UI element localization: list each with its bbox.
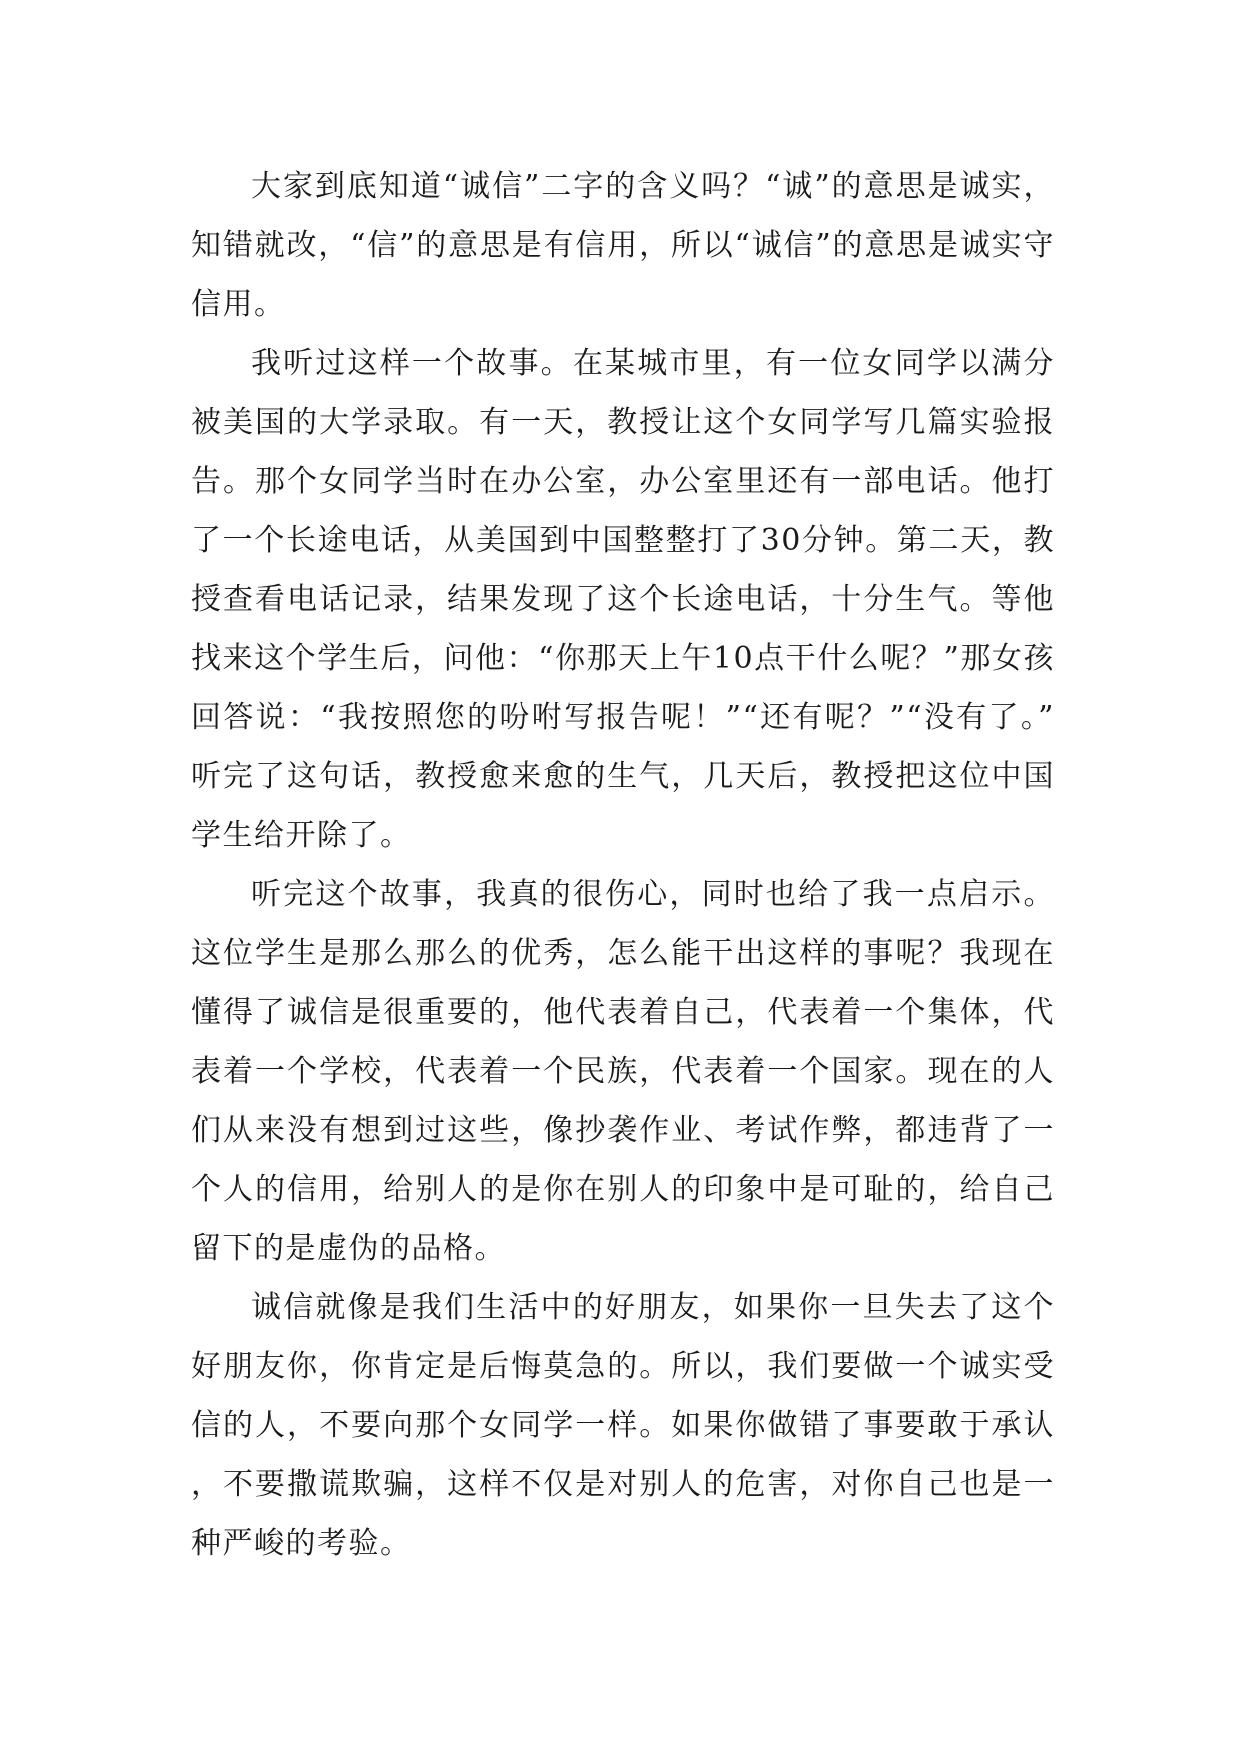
paragraph-1: 大家到底知道“诚信”二字的含义吗？“诚”的意思是诚实，知错就改，“信”的意思是有信用，所以“诚信”的意思是诚实守信用。: [191, 169, 1055, 322]
paragraph-3: 听完这个故事，我真的很伤心，同时也给了我一点启示。这位学生是那么那么的优秀，怎么能干出这样的事呢？我现在懂得了诚信是很重要的，他代表着自己，代表着一个集体，代表着一个学校，代表着一个民族，代表着一个国家。现在的人们从来没有想到过这些，像抄袭作业、考试作弊，都违背了一个人的信用，给别人的是你在别人的印象中是可耻的，给自己留下的是虚伪的品格。: [191, 877, 1055, 1266]
document-body: [191, 157, 1055, 1573]
paragraph-2: 我听过这样一个故事。在某城市里，有一位女同学以满分被美国的大学录取。有一天，教授让这个女同学写几篇实验报告。那个女同学当时在办公室，办公室里还有一部电话。他打了一个长途电话，从美国到中国整整打了30分钟。第二天，教授查看电话记录，结果发现了这个长途电话，十分生气。等他找来这个学生后，问他：“你那天上午10点干什么呢？”那女孩回答说：“我按照您的吩咐写报告呢！”“还有呢？”“没有了。”听完了这句话，教授愈来愈的生气，几天后，教授把这位中国学生给开除了。: [191, 346, 1055, 853]
paragraph-4: 诚信就像是我们生活中的好朋友，如果你一旦失去了这个好朋友你，你肯定是后悔莫急的。所以，我们要做一个诚实受信的人，不要向那个女同学一样。如果你做错了事要敢于承认，不要撒谎欺骗，这样不仅是对别人的危害，对你自己也是一种严峻的考验。: [191, 1290, 1055, 1561]
